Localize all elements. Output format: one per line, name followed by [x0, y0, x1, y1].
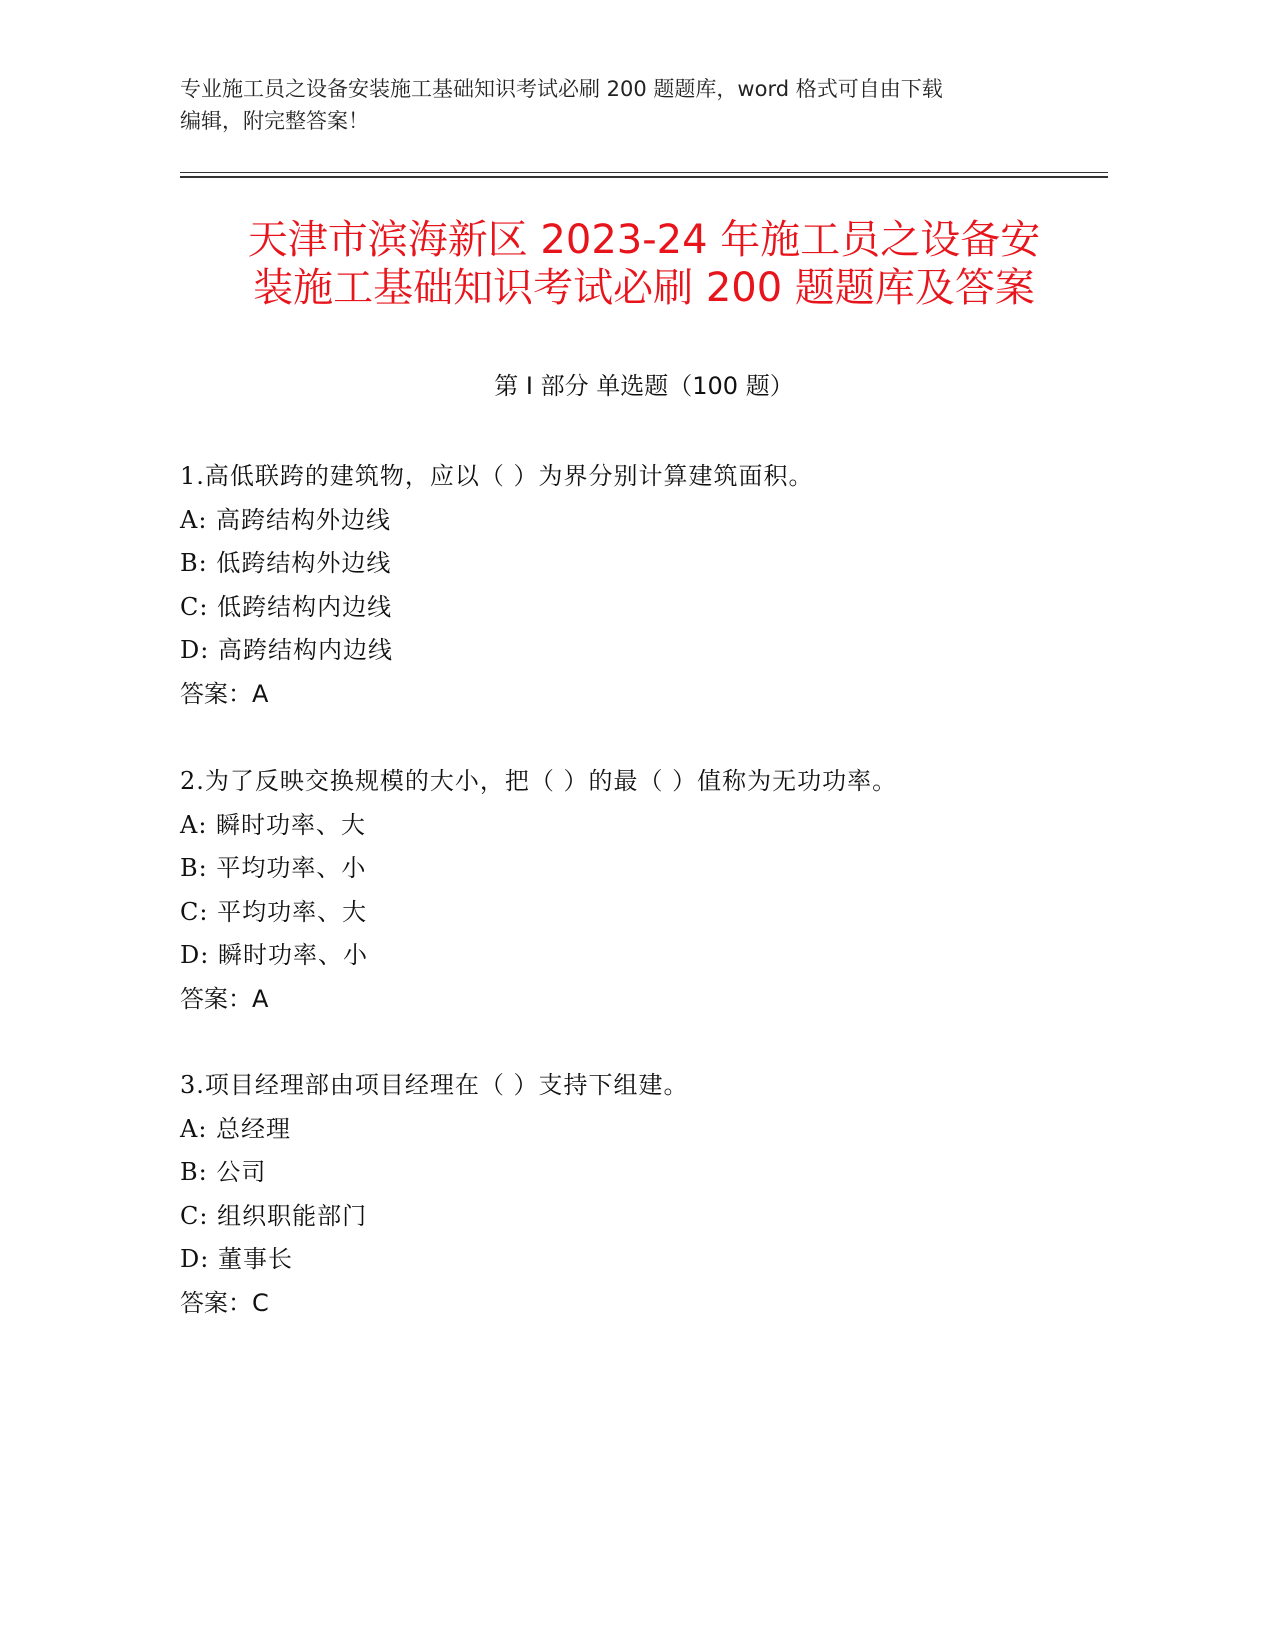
question-block: [180, 760, 1080, 1021]
header-note: [180, 73, 1080, 137]
question-stem: 3.项目经理部由项目经理在（ ）支持下组建。: [180, 1071, 689, 1099]
question-block: [180, 1064, 1080, 1325]
document-title-line-2: 装施工基础知识考试必刷 200 题题库及答案: [253, 265, 1035, 311]
answer-line: 答案：A: [180, 679, 269, 708]
option-a: A: 高跨结构外边线: [180, 505, 392, 534]
header-divider-thick: [180, 176, 1108, 178]
option-d: D: 董事长: [180, 1245, 293, 1273]
option-d: D: 瞬时功率、小: [180, 941, 368, 969]
document-title-line-1: 天津市滨海新区 2023-24 年施工员之设备安: [247, 217, 1041, 263]
document-title: [180, 216, 1108, 312]
option-c: C: 低跨结构内边线: [180, 592, 393, 621]
option-c: C: 平均功率、大: [180, 897, 368, 926]
header-divider-thin: [180, 172, 1108, 173]
option-a: A: 总经理: [180, 1114, 292, 1143]
option-b: B: 平均功率、小: [180, 854, 367, 882]
option-c: C: 组织职能部门: [180, 1201, 368, 1230]
question-stem: 2.为了反映交换规模的大小，把（ ）的最（ ）值称为无功功率。: [180, 767, 898, 795]
option-a: A: 瞬时功率、大: [180, 810, 367, 839]
answer-line: 答案：C: [180, 1288, 269, 1317]
header-note-line-1: 专业施工员之设备安装施工基础知识考试必刷 200 题题库，word 格式可自由下载: [180, 77, 943, 101]
header-note-line-2: 编辑，附完整答案！: [180, 109, 369, 133]
option-d: D: 高跨结构内边线: [180, 636, 393, 664]
option-b: B: 公司: [180, 1158, 267, 1186]
option-b: B: 低跨结构外边线: [180, 549, 392, 577]
question-block: [180, 455, 1080, 716]
question-stem: 1.高低联跨的建筑物，应以（ ）为界分别计算建筑面积。: [180, 462, 814, 490]
section-heading: 第 I 部分 单选题（100 题）: [494, 372, 794, 400]
answer-line: 答案：A: [180, 984, 269, 1013]
